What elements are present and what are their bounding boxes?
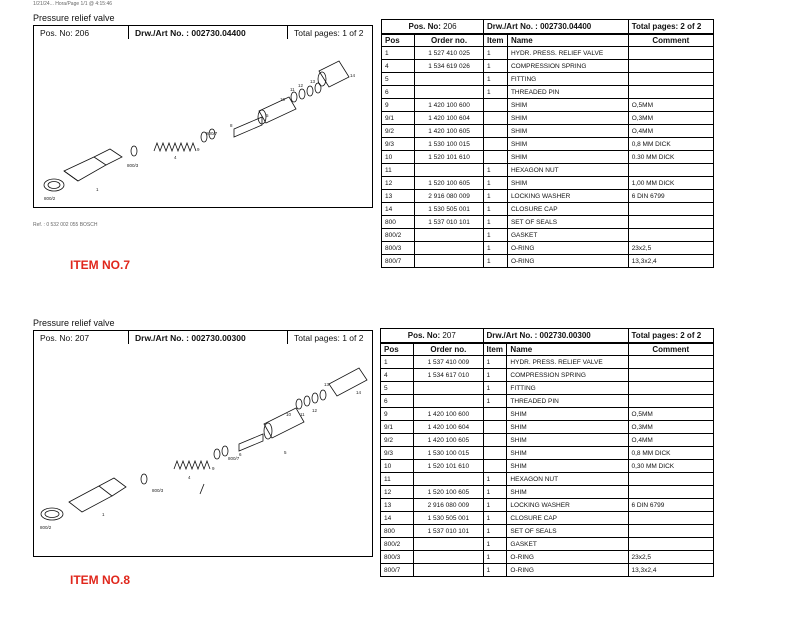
cell-item: 1 <box>483 369 507 382</box>
col-item: Item <box>484 34 508 47</box>
cell-comment: 1,00 MM DICK <box>628 177 713 190</box>
callout-label: 6 <box>239 452 242 457</box>
cell-pos: 9/3 <box>382 138 415 151</box>
cell-name: COMPRESSION SPRING <box>507 60 628 73</box>
callout-label: 5 <box>266 113 269 118</box>
cell-pos: 4 <box>382 60 415 73</box>
table-row <box>381 525 714 538</box>
cell-order-no: 1 537 010 101 <box>415 216 484 229</box>
cell-pos: 4 <box>381 369 414 382</box>
cell-pos: 14 <box>381 512 414 525</box>
cell-order-no: 1 537 410 009 <box>414 356 483 369</box>
pos-no: Pos. No: 206 <box>34 26 129 40</box>
cell-comment <box>628 538 713 551</box>
table-row <box>381 447 714 460</box>
cell-name: O-RING <box>507 242 628 255</box>
cell-pos: 800/7 <box>382 255 415 268</box>
cell-name: SET OF SEALS <box>507 216 628 229</box>
total-pages: Total pages: 1 of 2 <box>294 28 364 38</box>
cell-pos: 5 <box>381 382 414 395</box>
cell-item: 1 <box>483 525 507 538</box>
cell-comment <box>628 395 713 408</box>
oring-drawing <box>141 474 147 484</box>
body-drawing <box>69 486 112 512</box>
cell-order-no: 1 530 505 001 <box>415 203 484 216</box>
table-row <box>381 538 714 551</box>
cell-order-no: 1 534 619 026 <box>415 60 484 73</box>
table-row <box>382 73 714 86</box>
cell-comment: O,3MM <box>628 421 713 434</box>
cell-name: FITTING <box>507 382 628 395</box>
callout-label: 800/3 <box>152 488 164 493</box>
cell-item: 1 <box>484 229 508 242</box>
cell-order-no: 1 520 101 610 <box>415 151 484 164</box>
cell-name: HEXAGON NUT <box>507 473 628 486</box>
callout-label: 800/7 <box>206 131 218 136</box>
col-comment: Comment <box>628 34 713 47</box>
cell-name: SHIM <box>507 138 628 151</box>
table-row <box>381 382 714 395</box>
cell-item <box>484 138 508 151</box>
cell-order-no: 1 530 505 001 <box>414 512 483 525</box>
col-order: Order no. <box>415 34 484 47</box>
table-row <box>381 551 714 564</box>
cell-name: O-RING <box>507 564 628 577</box>
cell-comment: 13,3x2,4 <box>628 564 713 577</box>
cell-pos: 10 <box>381 460 414 473</box>
cell-pos: 6 <box>382 86 415 99</box>
cell-order-no <box>415 242 484 255</box>
cell-order-no <box>415 229 484 242</box>
cell-name: SHIM <box>507 177 628 190</box>
callout-label: 13 <box>324 382 330 387</box>
table-row <box>381 356 714 369</box>
valve-exploded-view <box>34 39 372 207</box>
callout-label: 800/2 <box>40 525 52 530</box>
cell-comment <box>628 369 713 382</box>
cap-drawing <box>319 61 349 87</box>
table-row <box>381 395 714 408</box>
col-order: Order no. <box>414 343 483 356</box>
cell-comment <box>628 525 713 538</box>
cell-item <box>483 447 507 460</box>
table-row <box>381 460 714 473</box>
cell-name: THREADED PIN <box>507 86 628 99</box>
cell-item: 1 <box>483 473 507 486</box>
cell-item <box>484 99 508 112</box>
table-row <box>381 564 714 577</box>
cell-pos: 800/2 <box>382 229 415 242</box>
cell-order-no <box>415 255 484 268</box>
cell-comment <box>628 86 713 99</box>
cell-name: SHIM <box>507 460 628 473</box>
cell-pos: 9/1 <box>382 112 415 125</box>
body-drawing <box>64 157 106 181</box>
table-row <box>382 86 714 99</box>
cell-order-no: 1 420 100 604 <box>414 421 483 434</box>
cell-name: THREADED PIN <box>507 395 628 408</box>
cell-item: 1 <box>484 177 508 190</box>
section-title: Pressure relief valve <box>33 13 115 23</box>
fitting-drawing <box>259 97 296 123</box>
table-header-row <box>382 34 714 47</box>
table-row <box>381 512 714 525</box>
cell-name: SHIM <box>507 408 628 421</box>
cell-name: SHIM <box>507 434 628 447</box>
table-row <box>381 421 714 434</box>
cell-pos: 1 <box>381 356 414 369</box>
cell-name: GASKET <box>507 229 628 242</box>
callout-label: 800/7 <box>228 456 240 461</box>
cell-item: 1 <box>483 538 507 551</box>
cell-item: 1 <box>483 551 507 564</box>
cell-comment <box>628 356 713 369</box>
spring-drawing <box>174 461 210 469</box>
cell-pos: 6 <box>381 395 414 408</box>
cell-pos: 10 <box>382 151 415 164</box>
col-comment: Comment <box>628 343 713 356</box>
cell-comment <box>628 382 713 395</box>
cell-comment <box>628 229 713 242</box>
cell-order-no: 1 520 100 605 <box>415 177 484 190</box>
callout-label: 14 <box>350 73 356 78</box>
cell-pos: 11 <box>381 473 414 486</box>
cell-pos: 9/2 <box>382 125 415 138</box>
table-row <box>382 138 714 151</box>
table-row <box>382 151 714 164</box>
cell-name: SHIM <box>507 486 628 499</box>
cell-order-no: 1 520 101 610 <box>414 460 483 473</box>
cell-comment: O,4MM <box>628 434 713 447</box>
callout-label: 11 <box>300 412 305 417</box>
table-row <box>381 486 714 499</box>
cell-item: 1 <box>483 512 507 525</box>
cell-comment: 0,8 MM DICK <box>628 138 713 151</box>
callout-label: 1 <box>96 187 99 192</box>
cell-name: O-RING <box>507 255 628 268</box>
fitting-drawing <box>264 408 304 438</box>
callout-label: 12 <box>312 408 318 413</box>
cell-name: HYDR. PRESS. RELIEF VALVE <box>507 356 628 369</box>
cell-pos: 1 <box>382 47 415 60</box>
table-row <box>382 125 714 138</box>
cell-pos: 9/1 <box>381 421 414 434</box>
pin-drawing <box>234 117 262 137</box>
cell-order-no <box>414 564 483 577</box>
cell-item: 1 <box>484 164 508 177</box>
callout-label: 9 <box>212 466 215 471</box>
cell-item: 1 <box>483 564 507 577</box>
cell-comment <box>628 216 713 229</box>
cell-comment <box>628 60 713 73</box>
table-row <box>381 499 714 512</box>
section-title: Pressure relief valve <box>33 318 115 328</box>
cell-comment: 13,3x2,4 <box>628 255 713 268</box>
cell-name: SHIM <box>507 99 628 112</box>
cell-comment <box>628 473 713 486</box>
cell-name: CLOSURE CAP <box>507 512 628 525</box>
cell-item: 1 <box>484 203 508 216</box>
cell-pos: 12 <box>381 486 414 499</box>
pos-no: Pos. No: 207 <box>34 331 129 345</box>
cell-pos: 9 <box>382 99 415 112</box>
cell-order-no <box>414 551 483 564</box>
cell-name: SHIM <box>507 447 628 460</box>
cell-item: 1 <box>483 395 507 408</box>
col-item: Item <box>483 343 507 356</box>
pin-drawing <box>239 434 263 451</box>
cell-pos: 11 <box>382 164 415 177</box>
col-pos: Pos <box>382 34 415 47</box>
cell-pos: 9/3 <box>381 447 414 460</box>
cell-comment <box>628 73 713 86</box>
cell-order-no <box>414 538 483 551</box>
cell-item <box>483 421 507 434</box>
cell-order-no <box>414 395 483 408</box>
callout-label: 11 <box>290 87 295 92</box>
parts-table <box>380 328 714 577</box>
cell-item <box>483 408 507 421</box>
cell-name: GASKET <box>507 538 628 551</box>
cell-comment: 0,8 MM DICK <box>628 447 713 460</box>
cell-order-no: 2 916 080 009 <box>415 190 484 203</box>
cell-item: 1 <box>484 60 508 73</box>
cell-item: 1 <box>484 86 508 99</box>
cell-comment <box>628 203 713 216</box>
cell-item: 1 <box>484 216 508 229</box>
table-pos: Pos. No: 207 <box>381 329 484 344</box>
table-title-row <box>382 20 714 35</box>
cell-pos: 5 <box>382 73 415 86</box>
cell-comment: O,3MM <box>628 112 713 125</box>
cell-name: COMPRESSION SPRING <box>507 369 628 382</box>
callout-label: 800/3 <box>127 163 139 168</box>
cell-name: SHIM <box>507 421 628 434</box>
cap-drawing <box>329 368 367 396</box>
cell-pos: 13 <box>381 499 414 512</box>
cell-item: 1 <box>483 499 507 512</box>
table-drw: Drw./Art No. : 002730.00300 <box>483 329 628 344</box>
cell-item: 1 <box>484 255 508 268</box>
reference-text: Ref. : 0 532 002 055 BOSCH <box>33 222 98 228</box>
cell-name: SHIM <box>507 125 628 138</box>
table-pages: Total pages: 2 of 2 <box>628 329 713 344</box>
callout-label: 9 <box>197 147 200 152</box>
callout-label: 4 <box>188 475 191 480</box>
cell-comment <box>628 486 713 499</box>
cell-order-no: 1 420 100 605 <box>415 125 484 138</box>
cell-item <box>483 434 507 447</box>
valve-exploded-view <box>34 344 372 556</box>
cell-item <box>483 460 507 473</box>
cell-item <box>484 151 508 164</box>
table-row <box>382 216 714 229</box>
cell-name: SET OF SEALS <box>507 525 628 538</box>
cell-comment: O,5MM <box>628 408 713 421</box>
col-pos: Pos <box>381 343 414 356</box>
cell-item <box>484 112 508 125</box>
table-drw: Drw./Art No. : 002730.04400 <box>484 20 629 35</box>
cell-order-no: 1 537 010 101 <box>414 525 483 538</box>
table-row <box>382 177 714 190</box>
table-row <box>382 164 714 177</box>
col-name: Name <box>507 343 628 356</box>
oring-drawing <box>131 146 137 156</box>
callout-label: 12 <box>298 83 304 88</box>
cell-order-no <box>414 473 483 486</box>
cell-item: 1 <box>484 190 508 203</box>
cell-comment: 23x2,5 <box>628 551 713 564</box>
cell-pos: 12 <box>382 177 415 190</box>
callout-label: 4 <box>174 155 177 160</box>
total-pages: Total pages: 1 of 2 <box>294 333 364 343</box>
cell-pos: 9/2 <box>381 434 414 447</box>
cell-order-no: 1 420 100 605 <box>414 434 483 447</box>
cell-item: 1 <box>483 486 507 499</box>
cell-order-no: 1 520 100 605 <box>414 486 483 499</box>
cell-pos: 14 <box>382 203 415 216</box>
col-name: Name <box>507 34 628 47</box>
cell-name: LOCKING WASHER <box>507 499 628 512</box>
exploded-drawing <box>33 344 373 557</box>
cell-order-no <box>415 73 484 86</box>
cell-order-no: 1 420 100 600 <box>414 408 483 421</box>
cell-order-no <box>415 86 484 99</box>
cell-order-no: 1 530 100 015 <box>415 138 484 151</box>
drw-art-no: Drw./Art No. : 002730.00300 <box>129 331 288 345</box>
cell-order-no: 2 916 080 009 <box>414 499 483 512</box>
table-row <box>382 112 714 125</box>
item-label: ITEM NO.8 <box>70 573 131 587</box>
cell-pos: 13 <box>382 190 415 203</box>
table-row <box>381 369 714 382</box>
callout-label: 10 <box>286 412 292 417</box>
table-header-row <box>381 343 714 356</box>
table-row <box>382 229 714 242</box>
table-title-row <box>381 329 714 344</box>
cell-pos: 800 <box>382 216 415 229</box>
callout-label: 1 <box>102 512 105 517</box>
cell-order-no <box>414 382 483 395</box>
cell-name: O-RING <box>507 551 628 564</box>
table-pos: Pos. No: 206 <box>382 20 484 35</box>
cell-name: SHIM <box>507 151 628 164</box>
cell-pos: 800/2 <box>381 538 414 551</box>
callout-label: 13 <box>310 79 316 84</box>
scan-header-line: 1/21/24... Hora/Page 1/1 @ 4:15:46 <box>33 1 113 7</box>
parts-table <box>381 19 714 268</box>
cell-order-no: 1 534 617 010 <box>414 369 483 382</box>
table-row <box>382 190 714 203</box>
callout-label: 5 <box>284 450 287 455</box>
spring-drawing <box>154 143 196 151</box>
table-row <box>381 434 714 447</box>
cell-comment <box>628 47 713 60</box>
cell-item: 1 <box>484 242 508 255</box>
cell-name: FITTING <box>507 73 628 86</box>
callout-label: 800/2 <box>44 196 56 201</box>
cell-order-no: 1 420 100 600 <box>415 99 484 112</box>
cell-comment: 0.30 MM DICK <box>628 151 713 164</box>
gasket-drawing <box>44 179 64 191</box>
table-row <box>382 60 714 73</box>
gasket-drawing <box>41 508 63 520</box>
table-row <box>382 242 714 255</box>
cell-order-no: 1 527 410 025 <box>415 47 484 60</box>
cell-name: HEXAGON NUT <box>507 164 628 177</box>
cell-name: LOCKING WASHER <box>507 190 628 203</box>
cell-order-no: 1 530 100 015 <box>414 447 483 460</box>
cell-pos: 9 <box>381 408 414 421</box>
cell-comment: 0,30 MM DICK <box>628 460 713 473</box>
callout-label: 10 <box>280 97 286 102</box>
drw-art-no: Drw./Art No. : 002730.04400 <box>129 26 288 40</box>
cell-item: 1 <box>483 382 507 395</box>
cell-item: 1 <box>484 73 508 86</box>
cell-comment <box>628 164 713 177</box>
cell-name: SHIM <box>507 112 628 125</box>
cell-item <box>484 125 508 138</box>
cell-comment: O,5MM <box>628 99 713 112</box>
callout-label: 8 <box>230 123 233 128</box>
item-label: ITEM NO.7 <box>70 258 131 272</box>
cell-name: CLOSURE CAP <box>507 203 628 216</box>
cell-comment <box>628 512 713 525</box>
table-row <box>381 473 714 486</box>
table-row <box>382 255 714 268</box>
table-row <box>382 203 714 216</box>
callout-label: 14 <box>356 390 362 395</box>
cell-comment: O,4MM <box>628 125 713 138</box>
cell-comment: 23x2,5 <box>628 242 713 255</box>
exploded-drawing <box>33 39 373 208</box>
table-pages: Total pages: 2 of 2 <box>628 20 713 35</box>
table-row <box>381 408 714 421</box>
cell-comment: 6 DIN 6799 <box>628 190 713 203</box>
cell-order-no <box>415 164 484 177</box>
cell-item: 1 <box>483 356 507 369</box>
cell-name: HYDR. PRESS. RELIEF VALVE <box>507 47 628 60</box>
cell-item: 1 <box>484 47 508 60</box>
cell-pos: 800 <box>381 525 414 538</box>
table-row <box>382 99 714 112</box>
cell-pos: 800/7 <box>381 564 414 577</box>
cell-comment: 6 DIN 6799 <box>628 499 713 512</box>
cell-pos: 800/3 <box>382 242 415 255</box>
table-row <box>382 47 714 60</box>
cell-order-no: 1 420 100 604 <box>415 112 484 125</box>
cell-pos: 800/3 <box>381 551 414 564</box>
